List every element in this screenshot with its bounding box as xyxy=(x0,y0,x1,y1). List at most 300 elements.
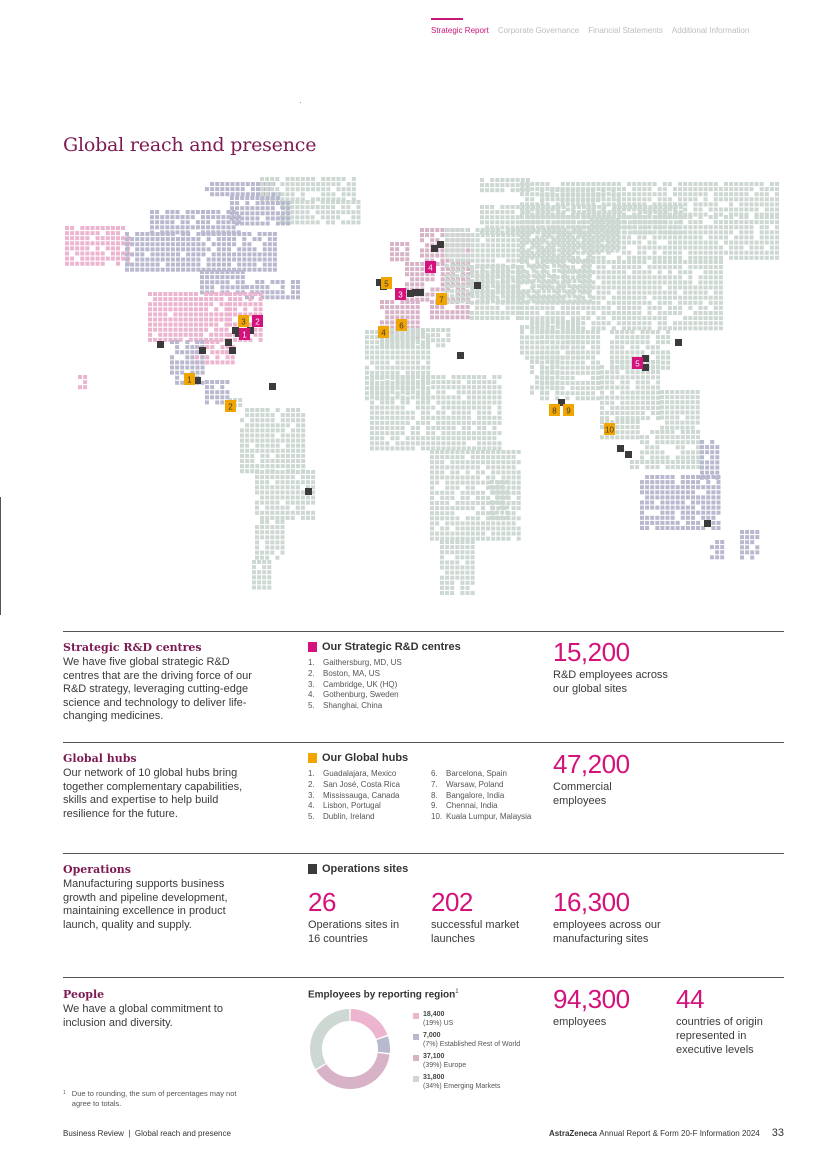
nav-strategic-report[interactable]: Strategic Report xyxy=(431,18,489,35)
map-dot xyxy=(699,275,703,279)
map-dot xyxy=(511,289,515,293)
map-dot xyxy=(556,386,560,390)
map-dot xyxy=(571,230,575,234)
map-dot xyxy=(450,455,454,459)
map-dot xyxy=(375,385,379,389)
map-dot xyxy=(466,521,470,525)
map-dot xyxy=(306,220,310,224)
map-dot xyxy=(342,187,346,191)
map-dot xyxy=(450,284,454,288)
map-dot xyxy=(416,350,420,354)
map-dot xyxy=(191,210,195,214)
map-dot xyxy=(540,320,544,324)
map-dot xyxy=(552,269,556,273)
map-dot xyxy=(291,516,295,520)
map-dot xyxy=(693,301,697,305)
map-dot xyxy=(546,335,550,339)
map-dot xyxy=(130,263,134,267)
map-dot xyxy=(636,430,640,434)
map-dot xyxy=(96,226,100,230)
map-dot xyxy=(506,225,510,229)
map-dot xyxy=(492,375,496,379)
map-dot xyxy=(591,208,595,212)
map-dot xyxy=(248,302,252,306)
map-dot xyxy=(536,225,540,229)
map-dot xyxy=(436,446,440,450)
map-dot xyxy=(617,286,621,290)
map-dot xyxy=(148,328,152,332)
map-dot xyxy=(300,200,304,204)
map-dot xyxy=(140,242,144,246)
map-dot xyxy=(450,315,454,319)
map-dot xyxy=(311,511,315,515)
map-dot xyxy=(430,527,434,531)
map-dot xyxy=(347,182,351,186)
map-dot xyxy=(175,345,179,349)
map-dot xyxy=(496,269,500,273)
map-dot xyxy=(541,231,545,235)
map-dot xyxy=(501,254,505,258)
map-dot xyxy=(719,301,723,305)
map-dot xyxy=(390,257,394,261)
map-dot xyxy=(496,306,500,310)
map-dot xyxy=(668,225,672,229)
map-dot xyxy=(250,459,254,463)
map-dot xyxy=(683,321,687,325)
map-dot xyxy=(734,220,738,224)
map-dot xyxy=(571,225,575,229)
map-dot xyxy=(648,220,652,224)
map-dot xyxy=(669,220,673,224)
map-dot xyxy=(301,454,305,458)
map-dot xyxy=(540,275,544,279)
map-dot xyxy=(331,220,335,224)
map-dot xyxy=(271,418,275,422)
map-dot xyxy=(116,236,120,240)
map-dot xyxy=(390,406,394,410)
map-dot xyxy=(615,335,619,339)
map-dot xyxy=(396,441,400,445)
map-dot xyxy=(296,444,300,448)
map-dot xyxy=(401,416,405,420)
map-dot xyxy=(673,225,677,229)
map-dot xyxy=(495,210,499,214)
map-dot xyxy=(627,192,631,196)
map-dot xyxy=(492,395,496,399)
map-dot xyxy=(663,311,667,315)
nav-additional-information[interactable]: Additional Information xyxy=(671,26,750,35)
map-dot xyxy=(460,550,464,554)
map-dot xyxy=(571,275,575,279)
map-dot xyxy=(581,202,585,206)
map-dot xyxy=(622,197,626,201)
map-dot xyxy=(516,299,520,303)
map-dot xyxy=(744,251,748,255)
map-dot xyxy=(520,346,524,350)
map-dot xyxy=(597,301,601,305)
map-dot xyxy=(421,406,425,410)
map-dot xyxy=(445,243,449,247)
map-dot xyxy=(301,464,305,468)
map-dot xyxy=(492,441,496,445)
map-dot xyxy=(507,465,511,469)
map-dot xyxy=(591,361,595,365)
map-dot xyxy=(615,435,619,439)
map-dot xyxy=(668,301,672,305)
map-dot xyxy=(632,187,636,191)
map-dot xyxy=(500,231,504,235)
map-dot xyxy=(199,323,203,327)
map-dot xyxy=(456,315,460,319)
map-dot xyxy=(416,441,420,445)
map-dot xyxy=(210,192,214,196)
map-dot xyxy=(255,535,259,539)
map-dot xyxy=(709,225,713,229)
map-dot xyxy=(215,270,219,274)
map-dot xyxy=(571,386,575,390)
map-dot xyxy=(155,225,159,229)
map-dot xyxy=(683,270,687,274)
map-dot xyxy=(678,275,682,279)
map-dot xyxy=(625,350,629,354)
map-dot xyxy=(567,284,571,288)
map-dot xyxy=(194,292,198,296)
map-dot xyxy=(729,192,733,196)
map-dot xyxy=(709,208,713,212)
map-dot xyxy=(550,380,554,384)
map-dot xyxy=(242,252,246,256)
map-dot xyxy=(666,440,670,444)
map-dot xyxy=(270,177,274,181)
map-dot xyxy=(440,460,444,464)
map-dot xyxy=(326,177,330,181)
map-dot xyxy=(556,260,560,264)
map-dot xyxy=(481,491,485,495)
map-dot xyxy=(385,380,389,384)
map-dot xyxy=(620,335,624,339)
map-dot xyxy=(385,343,389,347)
map-dot xyxy=(704,246,708,250)
map-dot xyxy=(516,269,520,273)
map-dot xyxy=(445,233,449,237)
map-dot xyxy=(78,385,82,389)
map-dot xyxy=(704,260,708,264)
map-dot xyxy=(551,316,555,320)
map-dot xyxy=(457,431,461,435)
map-dot xyxy=(556,230,560,234)
map-dot xyxy=(516,215,520,219)
map-dot xyxy=(85,236,89,240)
map-dot xyxy=(491,450,495,454)
map-dot xyxy=(450,243,454,247)
map-dot xyxy=(266,222,270,226)
map-dot xyxy=(186,210,190,214)
map-dot xyxy=(540,306,544,310)
map-dot xyxy=(591,260,595,264)
map-dot xyxy=(596,335,600,339)
map-dot xyxy=(286,177,290,181)
map-dot xyxy=(545,340,549,344)
map-dot xyxy=(375,446,379,450)
map-dot xyxy=(496,238,500,242)
nav-financial-statements[interactable]: Financial Statements xyxy=(588,26,663,35)
map-dot xyxy=(235,196,239,200)
map-dot xyxy=(337,187,341,191)
map-dot xyxy=(250,216,254,220)
map-dot xyxy=(610,435,614,439)
map-dot xyxy=(485,205,489,209)
map-dot xyxy=(520,316,524,320)
map-dot xyxy=(165,215,169,219)
map-dot xyxy=(586,275,590,279)
map-dot xyxy=(615,411,619,415)
map-dot xyxy=(600,365,604,369)
map-dot xyxy=(271,211,275,215)
map-dot xyxy=(396,375,400,379)
map-dot xyxy=(365,391,369,395)
map-dot xyxy=(301,418,305,422)
map-dot xyxy=(476,521,480,525)
map-dot xyxy=(656,406,660,410)
map-dot xyxy=(471,545,475,549)
map-dot xyxy=(205,400,209,404)
map-dot xyxy=(551,230,555,234)
map-dot xyxy=(744,208,748,212)
map-dot xyxy=(450,560,454,564)
map-dot xyxy=(586,286,590,290)
map-dot xyxy=(571,330,575,334)
map-dot xyxy=(447,401,451,405)
map-dot xyxy=(512,527,516,531)
map-dot xyxy=(476,299,480,303)
map-dot xyxy=(267,560,271,564)
map-dot xyxy=(467,385,471,389)
map-dot xyxy=(561,340,565,344)
map-dot xyxy=(450,279,454,283)
map-dot xyxy=(266,464,270,468)
map-dot xyxy=(450,576,454,580)
map-dot xyxy=(627,197,631,201)
map-dot xyxy=(262,560,266,564)
map-dot xyxy=(226,270,230,274)
map-dot xyxy=(495,220,499,224)
map-dot xyxy=(243,302,247,306)
map-dot xyxy=(426,361,430,365)
map-dot xyxy=(530,220,534,224)
map-dot xyxy=(693,235,697,239)
map-dot xyxy=(617,291,621,295)
map-dot xyxy=(516,289,520,293)
map-dot xyxy=(734,187,738,191)
map-dot xyxy=(775,208,779,212)
map-dot xyxy=(656,386,660,390)
map-dot xyxy=(445,521,449,525)
map-dot xyxy=(530,246,534,250)
map-dot xyxy=(455,248,459,252)
map-dot xyxy=(545,360,549,364)
map-dot xyxy=(452,426,456,430)
map-dot xyxy=(221,345,225,349)
map-dot xyxy=(206,210,210,214)
map-dot xyxy=(163,323,167,327)
map-dot xyxy=(156,232,160,236)
map-dot xyxy=(505,516,509,520)
map-dot xyxy=(596,381,600,385)
map-dot xyxy=(281,546,285,550)
map-dot xyxy=(696,435,700,439)
map-dot xyxy=(306,215,310,219)
map-dot xyxy=(637,270,641,274)
map-dot xyxy=(561,330,565,334)
map-dot xyxy=(445,274,449,278)
map-dot xyxy=(96,236,100,240)
map-dot xyxy=(530,370,534,374)
map-dot xyxy=(270,182,274,186)
map-dot xyxy=(209,292,213,296)
map-dot xyxy=(556,275,560,279)
map-dot xyxy=(291,496,295,500)
map-dot xyxy=(125,232,129,236)
map-dot xyxy=(195,355,199,359)
map-dot xyxy=(656,350,660,354)
map-dot xyxy=(739,230,743,234)
map-dot xyxy=(724,235,728,239)
map-dot xyxy=(440,560,444,564)
map-dot xyxy=(632,306,636,310)
map-dot xyxy=(222,263,226,267)
map-dot xyxy=(256,187,260,191)
map-dot xyxy=(286,480,290,484)
map-dot xyxy=(490,500,494,504)
map-dot xyxy=(231,275,235,279)
map-dot xyxy=(668,265,672,269)
map-dot xyxy=(704,251,708,255)
map-dot xyxy=(441,267,445,271)
map-dot xyxy=(586,235,590,239)
map-dot xyxy=(452,421,456,425)
map-dot xyxy=(719,321,723,325)
map-dot xyxy=(495,516,499,520)
map-dot xyxy=(744,235,748,239)
map-dot xyxy=(406,371,410,375)
map-dot xyxy=(70,226,74,230)
map-dot xyxy=(566,340,570,344)
map-dot xyxy=(506,259,510,263)
map-dot xyxy=(770,251,774,255)
map-dot xyxy=(445,586,449,590)
map-dot xyxy=(461,506,465,510)
map-dot xyxy=(265,496,269,500)
map-dot xyxy=(65,257,69,261)
map-dot xyxy=(681,456,685,460)
map-dot xyxy=(683,235,687,239)
map-dot xyxy=(530,346,534,350)
map-dot xyxy=(581,251,585,255)
map-dot xyxy=(597,270,601,274)
map-dot xyxy=(651,401,655,405)
map-dot xyxy=(631,391,635,395)
map-dot xyxy=(491,465,495,469)
map-dot xyxy=(511,243,515,247)
map-dot xyxy=(242,237,246,241)
map-dot xyxy=(411,395,415,399)
map-dot xyxy=(240,459,244,463)
map-dot xyxy=(336,215,340,219)
map-dot xyxy=(551,208,555,212)
map-dot xyxy=(225,323,229,327)
map-dot xyxy=(620,430,624,434)
nav-corporate-governance[interactable]: Corporate Governance xyxy=(497,26,580,35)
map-dot xyxy=(507,537,511,541)
map-dot xyxy=(426,343,430,347)
map-dot xyxy=(168,292,172,296)
map-dot xyxy=(638,225,642,229)
map-dot xyxy=(254,302,258,306)
map-dot xyxy=(252,586,256,590)
map-dot xyxy=(620,435,624,439)
map-dot xyxy=(581,356,585,360)
map-dot xyxy=(275,490,279,494)
map-dot xyxy=(247,258,251,262)
map-dot xyxy=(111,241,115,245)
map-dot xyxy=(586,330,590,334)
map-dot xyxy=(400,252,404,256)
map-dot xyxy=(581,330,585,334)
map-dot xyxy=(440,496,444,500)
map-dot xyxy=(210,395,214,399)
map-dot xyxy=(140,268,144,272)
map-dot xyxy=(490,225,494,229)
map-dot xyxy=(411,411,415,415)
map-dot xyxy=(166,242,170,246)
map-dot xyxy=(734,208,738,212)
map-dot xyxy=(145,268,149,272)
map-dot xyxy=(655,430,659,434)
map-dot xyxy=(311,200,315,204)
map-dot xyxy=(276,196,280,200)
map-dot xyxy=(96,262,100,266)
map-dot xyxy=(678,246,682,250)
map-dot xyxy=(691,435,695,439)
map-dot xyxy=(571,351,575,355)
map-dot xyxy=(205,360,209,364)
map-dot xyxy=(390,328,394,332)
map-dot xyxy=(200,280,204,284)
map-dot xyxy=(668,280,672,284)
map-dot xyxy=(179,297,183,301)
map-dot xyxy=(455,238,459,242)
map-dot xyxy=(301,434,305,438)
map-dot xyxy=(622,192,626,196)
map-dot xyxy=(96,231,100,235)
map-dot xyxy=(260,454,264,458)
map-dot xyxy=(535,311,539,315)
map-dot xyxy=(251,187,255,191)
map-dot xyxy=(656,411,660,415)
map-dot xyxy=(326,220,330,224)
map-dot xyxy=(205,380,209,384)
map-dot xyxy=(666,361,670,365)
map-dot xyxy=(80,236,84,240)
map-dot xyxy=(471,560,475,564)
map-dot xyxy=(406,411,410,415)
map-dot xyxy=(683,208,687,212)
map-dot xyxy=(395,247,399,251)
map-dot xyxy=(352,182,356,186)
map-dot xyxy=(540,270,544,274)
map-dot xyxy=(496,299,500,303)
map-dot xyxy=(375,381,379,385)
